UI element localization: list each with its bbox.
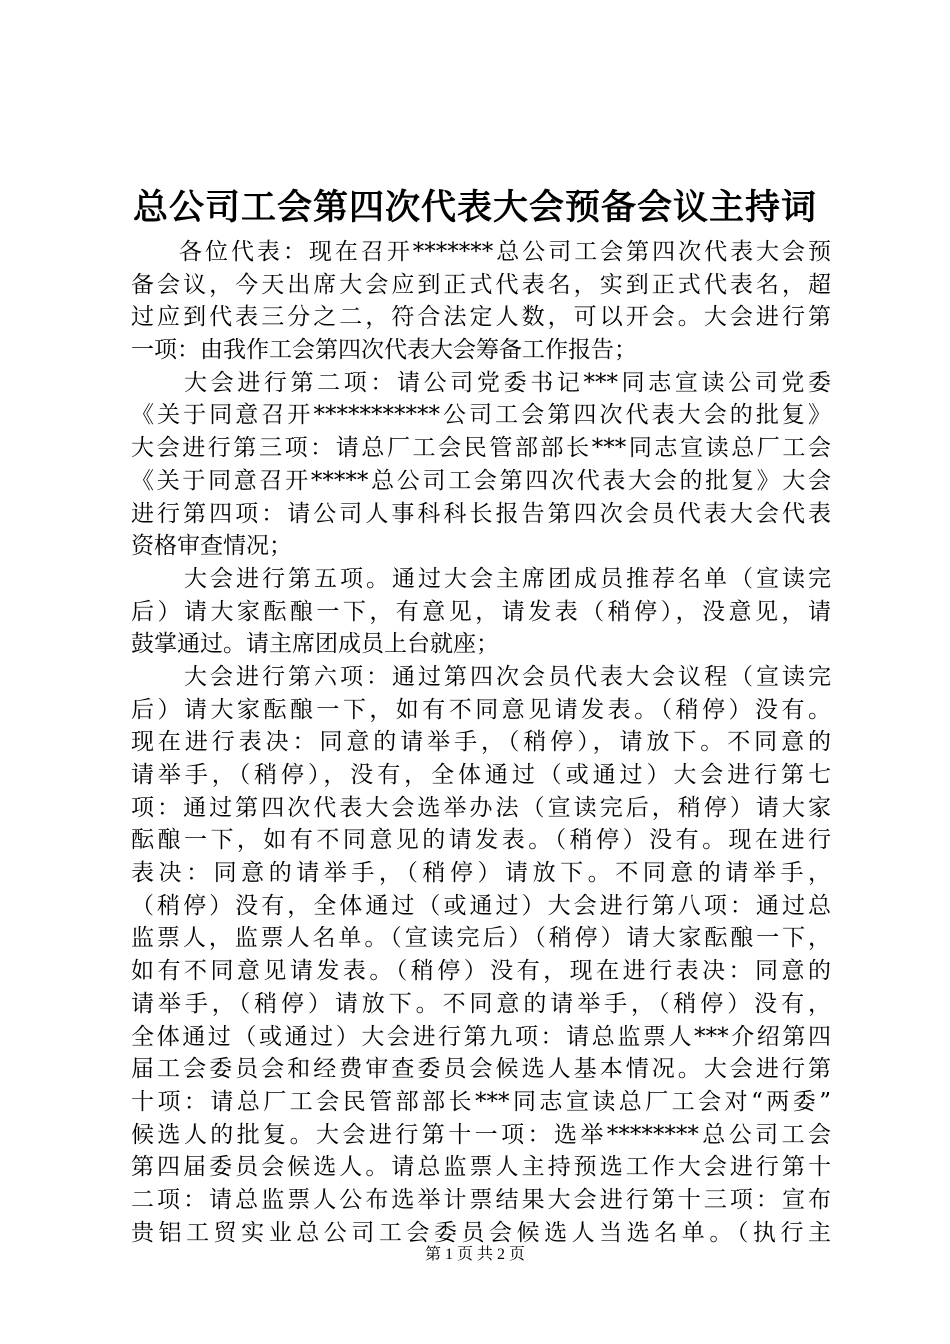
body-line: 表决：同意的请举手，（稍停）请放下。不同意的请举手，: [131, 860, 831, 887]
body-line: 酝酿一下，如有不同意见的请发表。（稍停）没有。现在进行: [131, 827, 831, 854]
body-line: 二项：请总监票人公布选举计票结果大会进行第十三项：宣布: [131, 1186, 831, 1213]
body-line: 后）请大家酝酿一下，有意见，请发表（稍停），没意见，请: [131, 598, 831, 625]
body-line: 后）请大家酝酿一下，如有不同意见请发表。（稍停）没有。: [131, 696, 831, 723]
body-line: 进行第四项：请公司人事科科长报告第四次会员代表大会代表: [131, 500, 831, 527]
body-line: 大会进行第二项：请公司党委书记***同志宣读公司党委: [184, 369, 831, 396]
body-line: 《关于同意召开*****总公司工会第四次代表大会的批复》大会: [131, 467, 831, 494]
body-line: 监票人，监票人名单。（宣读完后）（稍停）请大家酝酿一下，: [131, 925, 831, 952]
body-line: 第四届委员会候选人。请总监票人主持预选工作大会进行第十: [131, 1154, 831, 1181]
body-line: 项：通过第四次代表大会选举办法（宣读完后，稍停）请大家: [131, 794, 831, 821]
body-line: 请举手，（稍停）请放下。不同意的请举手，（稍停）没有，: [131, 990, 831, 1017]
page-number-footer: 第 1 页 共 2 页: [424, 1246, 525, 1263]
body-line: 候选人的批复。大会进行第十一项：选举********总公司工会: [131, 1121, 831, 1148]
body-line: 请举手，（稍停），没有，全体通过（或通过）大会进行第七: [131, 762, 831, 788]
body-line: （稍停）没有，全体通过（或通过）大会进行第八项：通过总: [131, 892, 831, 919]
body-line: 资格审查情况；: [131, 533, 292, 560]
body-line: 届工会委员会和经费审查委员会候选人基本情况。大会进行第: [131, 1056, 831, 1083]
body-line: 各位代表：现在召开*******总公司工会第四次代表大会预: [179, 239, 831, 265]
body-line: 大会进行第六项：通过第四次会员代表大会议程（宣读完: [184, 663, 831, 690]
body-line: 现在进行表决：同意的请举手，（稍停），请放下。不同意的: [131, 729, 831, 756]
body-line: 鼓掌通过。请主席团成员上台就座；: [131, 631, 499, 658]
body-line: 过应到代表三分之二，符合法定人数，可以开会。大会进行第: [131, 304, 831, 331]
body-line: 全体通过（或通过）大会进行第九项：请总监票人***介绍第四: [131, 1023, 831, 1050]
body-line: 《关于同意召开***********公司工会第四次代表大会的批复》: [131, 402, 831, 429]
body-line: 十项：请总厂工会民管部部长***同志宣读总厂工会对“两委”: [131, 1088, 831, 1115]
body-line: 大会进行第三项：请总厂工会民管部部长***同志宣读总厂工会: [131, 435, 831, 462]
body-line: 贵铝工贸实业总公司工会委员会候选人当选名单。（执行主: [131, 1219, 831, 1246]
body-line: 一项：由我作工会第四次代表大会筹备工作报告；: [131, 337, 637, 364]
document-body: [131, 236, 831, 1249]
body-line: 如有不同意见请发表。（稍停）没有，现在进行表决：同意的: [131, 958, 831, 985]
document-title: 总公司工会第四次代表大会预备会议主持词: [132, 187, 817, 228]
body-line: 备会议，今天出席大会应到正式代表名，实到正式代表名，超: [131, 271, 831, 298]
body-line: 大会进行第五项。通过大会主席团成员推荐名单（宣读完: [184, 565, 831, 592]
